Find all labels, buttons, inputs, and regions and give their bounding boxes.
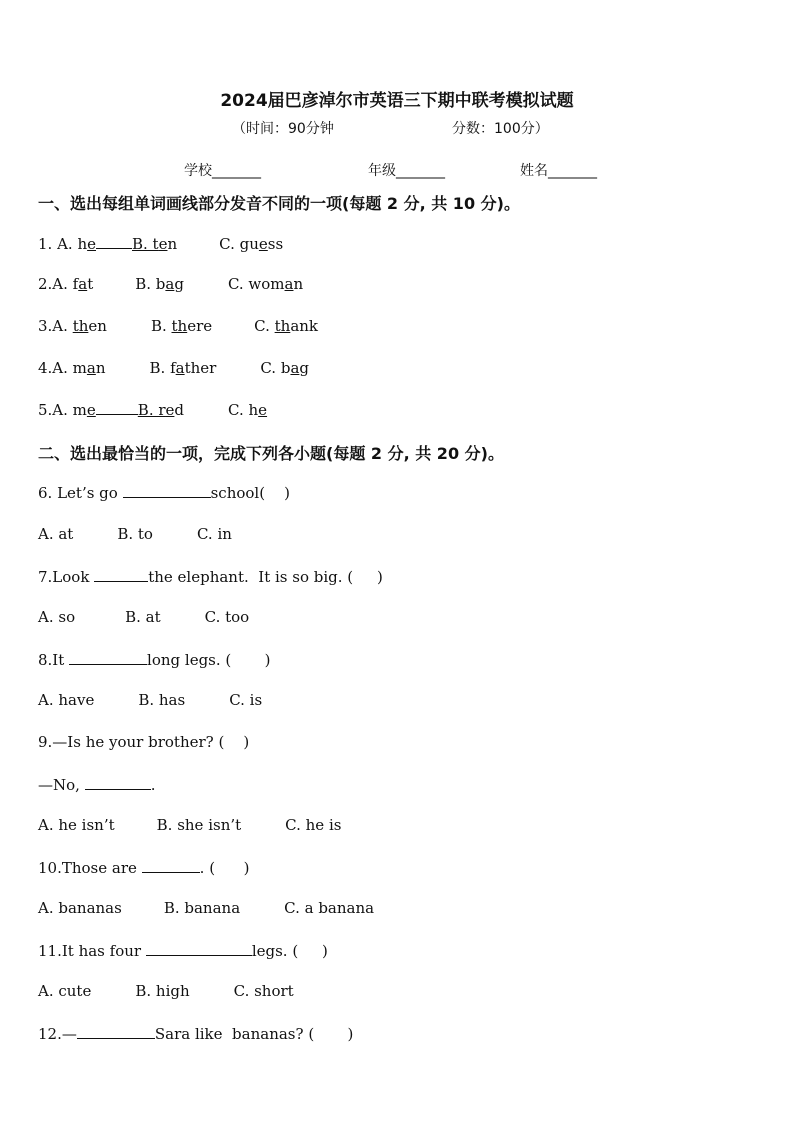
question-10: 10.Those are . ( )	[38, 859, 250, 877]
page-title: 2024届巴彦淖尔市英语三下期中联考模拟试题	[220, 91, 574, 111]
option-b[interactable]: B. to	[117, 525, 153, 543]
option-c[interactable]: C. short	[233, 982, 294, 1000]
question-12: 12.— Sara like bananas? ( )	[38, 1025, 354, 1043]
answer-blank[interactable]	[94, 567, 148, 582]
option-c[interactable]: C. a banana	[284, 899, 375, 917]
option-c[interactable]: C. too	[204, 608, 250, 626]
score-info: 分数：100分）	[452, 121, 549, 137]
question-11-options	[38, 982, 294, 1000]
answer-blank[interactable]	[85, 775, 151, 790]
answer-blank[interactable]	[96, 400, 138, 415]
option-b[interactable]: B. she isn’t	[156, 816, 242, 834]
question-8-options	[38, 691, 262, 709]
answer-blank[interactable]	[96, 234, 132, 249]
answer-blank[interactable]	[69, 650, 147, 665]
question-8: 8.It long legs. ( )	[38, 651, 271, 669]
question-2: 2.A. fat B. bag C. woman	[38, 275, 304, 293]
name-field[interactable]: 姓名_______	[520, 163, 597, 179]
option-a[interactable]: A. he isn’t	[38, 816, 115, 834]
time-info: （时间：90分钟	[232, 121, 334, 137]
answer-blank[interactable]	[123, 483, 211, 498]
option-b[interactable]: B. high	[135, 982, 190, 1000]
option-a[interactable]: A. at	[38, 525, 74, 543]
option-a[interactable]: A. cute	[38, 982, 92, 1000]
question-1: 1. A. he B. ten C. guess	[38, 235, 284, 253]
option-b[interactable]: B. at	[125, 608, 161, 626]
option-a[interactable]: A. bananas	[38, 899, 122, 917]
option-c[interactable]: C. he is	[285, 816, 342, 834]
question-3: 3.A. then B. there C. thank	[38, 317, 319, 335]
option-a[interactable]: A. have	[38, 691, 95, 709]
option-a[interactable]: A. so	[38, 608, 76, 626]
question-4: 4.A. man B. father C. bag	[38, 359, 310, 377]
option-c[interactable]: C. in	[196, 525, 232, 543]
question-11: 11.It has four legs. ( )	[38, 942, 328, 960]
option-b[interactable]: B. banana	[163, 899, 241, 917]
option-b[interactable]: B. has	[138, 691, 186, 709]
answer-blank[interactable]	[142, 858, 200, 873]
question-9: 9.—Is he your brother? ( )	[38, 733, 250, 751]
answer-blank[interactable]	[146, 941, 252, 956]
section-1-heading: 一、选出每组单词画线部分发音不同的一项(每题 2 分, 共 10 分)。	[38, 194, 520, 213]
question-9-reply: —No, .	[38, 776, 156, 794]
question-6: 6. Let’s go school( )	[38, 484, 290, 502]
question-10-options	[38, 899, 374, 917]
school-field[interactable]: 学校_______	[184, 163, 261, 179]
section-2-heading: 二、选出最恰当的一项，完成下列各小题(每题 2 分, 共 20 分)。	[38, 444, 504, 463]
question-6-options	[38, 525, 232, 543]
question-7-options	[38, 608, 249, 626]
question-7: 7.Look the elephant. It is so big. ( )	[38, 568, 383, 586]
question-9-options	[38, 816, 341, 834]
question-5: 5.A. me B. red C. he	[38, 401, 268, 419]
option-c[interactable]: C. is	[229, 691, 263, 709]
grade-field[interactable]: 年级_______	[368, 163, 445, 179]
answer-blank[interactable]	[77, 1024, 155, 1039]
